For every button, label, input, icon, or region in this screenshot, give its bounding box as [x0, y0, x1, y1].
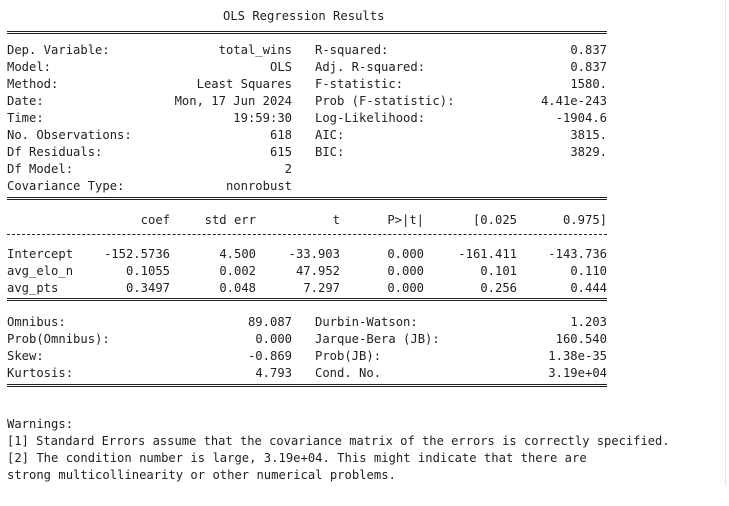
diagnostic-value: 1.203	[570, 315, 607, 329]
summary-value: total_wins	[218, 43, 292, 57]
table-cell: -152.5736	[103, 247, 170, 261]
summary-label: AIC:	[315, 128, 345, 142]
table-cell: 0.444	[570, 281, 607, 295]
column-header: coef	[140, 213, 170, 227]
diagnostic-value: 4.793	[255, 366, 292, 380]
column-header: t	[332, 213, 340, 227]
summary-value: -1904.6	[555, 111, 607, 125]
row-label: Intercept	[7, 247, 74, 261]
column-header: 0.975]	[562, 213, 607, 227]
summary-label: Date:	[7, 94, 44, 108]
summary-value: 0.837	[570, 60, 607, 74]
summary-label: R-squared:	[315, 43, 389, 57]
warning-line: [1] Standard Errors assume that the covariance matrix of the errors is correctly specified.	[7, 434, 670, 448]
table-cell: 0.000	[387, 264, 424, 278]
summary-label: F-statistic:	[315, 77, 404, 91]
table-separator-double	[7, 384, 607, 387]
table-cell: 47.952	[295, 264, 340, 278]
summary-value: 3815.	[570, 128, 607, 142]
table-cell: 0.048	[219, 281, 256, 295]
output-frame-border	[725, 0, 726, 486]
row-label: avg_pts	[7, 281, 59, 295]
summary-label: Df Residuals:	[7, 145, 103, 159]
table-cell: 0.3497	[125, 281, 170, 295]
table-cell: 0.256	[480, 281, 517, 295]
summary-label: Adj. R-squared:	[315, 60, 426, 74]
column-header: std err	[204, 213, 256, 227]
table-separator-double	[7, 31, 607, 34]
warning-line: strong multicollinearity or other numerical problems.	[7, 468, 396, 482]
summary-label: Dep. Variable:	[7, 43, 110, 57]
diagnostic-value: -0.869	[247, 349, 292, 363]
table-cell: -143.736	[548, 247, 607, 261]
summary-value: Mon, 17 Jun 2024	[174, 94, 292, 108]
summary-label: No. Observations:	[7, 128, 132, 142]
diagnostic-value: 89.087	[247, 315, 292, 329]
summary-label: Time:	[7, 111, 44, 125]
summary-value: 1580.	[570, 77, 607, 91]
table-separator-single	[7, 234, 607, 235]
summary-label: Model:	[7, 60, 52, 74]
diagnostic-value: 0.000	[255, 332, 292, 346]
summary-value: 618	[269, 128, 292, 142]
column-header: [0.025	[472, 213, 517, 227]
diagnostic-label: Jarque-Bera (JB):	[315, 332, 440, 346]
diagnostic-label: Prob(Omnibus):	[7, 332, 110, 346]
warnings-heading: Warnings:	[7, 417, 74, 431]
summary-value: 615	[269, 145, 292, 159]
report-title: OLS Regression Results	[223, 9, 385, 23]
diagnostic-value: 3.19e+04	[548, 366, 607, 380]
table-cell: 0.000	[387, 281, 424, 295]
summary-value: 4.41e-243	[540, 94, 607, 108]
diagnostic-label: Durbin-Watson:	[315, 315, 418, 329]
table-cell: 0.002	[219, 264, 256, 278]
table-cell: -33.903	[288, 247, 340, 261]
summary-label: Method:	[7, 77, 59, 91]
table-cell: 0.1055	[125, 264, 170, 278]
table-separator-double	[7, 298, 607, 301]
summary-value: 2	[284, 162, 292, 176]
summary-value: nonrobust	[225, 179, 292, 193]
summary-label: BIC:	[315, 145, 345, 159]
summary-label: Log-Likelihood:	[315, 111, 426, 125]
table-cell: 0.101	[480, 264, 517, 278]
summary-value: Least Squares	[196, 77, 292, 91]
diagnostic-label: Cond. No.	[315, 366, 382, 380]
diagnostic-label: Skew:	[7, 349, 44, 363]
summary-label: Df Model:	[7, 162, 74, 176]
summary-label: Prob (F-statistic):	[315, 94, 455, 108]
diagnostic-label: Kurtosis:	[7, 366, 74, 380]
warning-line: [2] The condition number is large, 3.19e+04. This might indicate that there are	[7, 451, 587, 465]
table-cell: 0.000	[387, 247, 424, 261]
summary-value: 0.837	[570, 43, 607, 57]
table-separator-double	[7, 197, 607, 200]
summary-label: Covariance Type:	[7, 179, 125, 193]
summary-value: 3829.	[570, 145, 607, 159]
diagnostic-value: 160.540	[555, 332, 607, 346]
column-header: P>|t|	[387, 213, 424, 227]
row-label: avg_elo_n	[7, 264, 74, 278]
table-cell: -161.411	[458, 247, 517, 261]
diagnostic-label: Omnibus:	[7, 315, 66, 329]
table-cell: 7.297	[303, 281, 340, 295]
diagnostic-value: 1.38e-35	[548, 349, 607, 363]
summary-value: OLS	[269, 60, 292, 74]
table-cell: 4.500	[219, 247, 256, 261]
table-cell: 0.110	[570, 264, 607, 278]
summary-value: 19:59:30	[233, 111, 292, 125]
diagnostic-label: Prob(JB):	[315, 349, 382, 363]
